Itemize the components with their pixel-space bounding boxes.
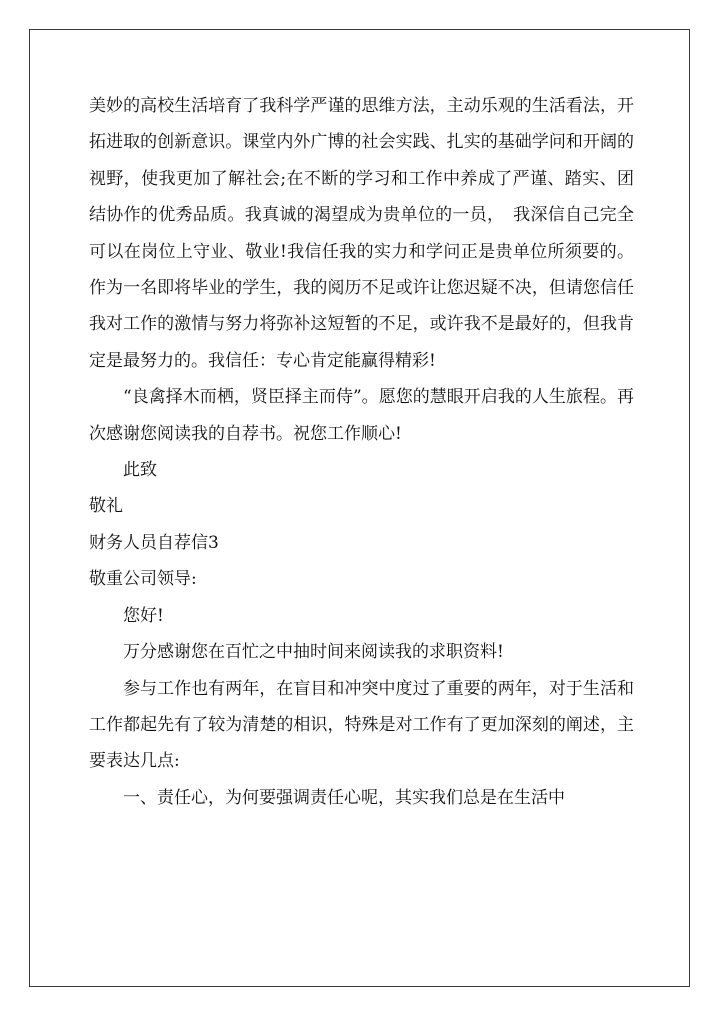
section-title: 财务人员自荐信3 xyxy=(89,532,219,553)
paragraph-experience: 参与工作也有两年，在盲目和冲突中度过了重要的两年，对于生活和工作都起先有了较为清楚的相识，特殊是对工作有了更加深刻的阐述，主要表达几点: xyxy=(89,678,634,772)
closing-regards: 敬礼 xyxy=(89,496,123,517)
paragraph-responsibility: 一、责任心，为何要强调责任心呢，其实我们总是在生活中 xyxy=(123,787,565,808)
paragraph-intro: 美妙的高校生活培育了我科学严谨的思维方法，主动乐观的生活看法，开拓进取的创新意识。课堂内外广博的社会实践、扎实的基础学问和开阔的视野，使我更加了解社会;在不断的学习和工作中养成了严谨、踏实、团结协作的优秀品质。我真诚的渴望成为贵单位的一员， 我深信自己完全可以在岗位上守业、敬业!我信任我的实力和学问正是贵单位所须要的。作为一名即将毕业的学生，我的阅历不足或许让您迟疑不决，但请您信任我对工作的激情与努力将弥补这短暂的不足，或许我不是最好的，但我肯定是最努力的。我信任：专心肯定能赢得精彩! xyxy=(89,96,634,371)
document-body xyxy=(89,88,634,816)
closing-salutation: 此致 xyxy=(123,460,157,481)
greeting: 您好! xyxy=(123,605,164,626)
letter-addressee: 敬重公司领导: xyxy=(89,569,197,590)
paragraph-quote: “良禽择木而栖，贤臣择主而侍”。愿您的慧眼开启我的人生旅程。再次感谢您阅读我的自荐书。祝您工作顺心! xyxy=(89,387,634,444)
paragraph-thanks: 万分感谢您在百忙之中抽时间来阅读我的求职资料! xyxy=(123,642,504,663)
